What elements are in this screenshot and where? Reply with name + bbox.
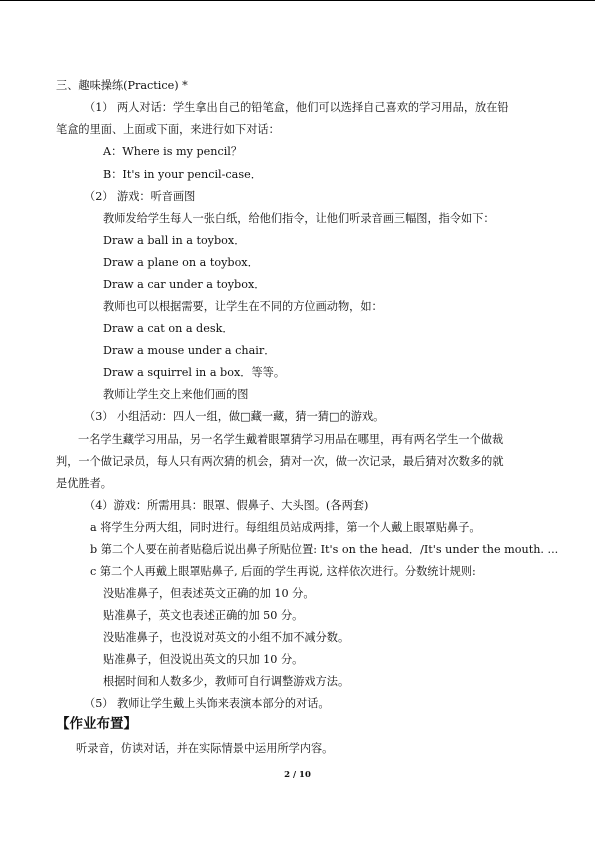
item-4-step-b: b 第二个人要在前者贴稳后说出鼻子所贴位置: It's on the head．/It's under the mouth. ... bbox=[90, 543, 559, 556]
homework-text: 听录音，仿读对话，并在实际情景中运用所学内容。 bbox=[76, 742, 334, 755]
scoring-rule-3: 没贴准鼻子，也没说对英文的小组不加不减分数。 bbox=[103, 631, 350, 644]
instruction-mouse: Draw a mouse under a chair． bbox=[103, 344, 276, 357]
item-4-heading: （4）游戏：所需用具：眼罩、假鼻子、大头图。(各两套) bbox=[84, 499, 369, 512]
scoring-rule-2: 贴准鼻子，英文也表述正确的加 50 分。 bbox=[103, 609, 304, 622]
page-number: 2 / 10 bbox=[284, 770, 311, 780]
item-3-para-line-2: 判，一个做记录员，每人只有两次猜的机会，猜对一次，做一次记录，最后猜对次数多的就 bbox=[56, 455, 504, 468]
item-3-heading: （3） 小组活动：四人一组，做□藏一藏，猜一猜□的游戏。 bbox=[84, 410, 385, 423]
item-2-closing: 教师让学生交上来他们画的图 bbox=[103, 388, 249, 401]
item-3-para-line-3: 是优胜者。 bbox=[56, 477, 112, 490]
item-5-heading: （5） 教师让学生戴上头饰来表演本部分的对话。 bbox=[84, 697, 330, 710]
scoring-rule-4: 贴准鼻子，但没说出英文的只加 10 分。 bbox=[103, 653, 304, 666]
item-4-note: 根据时间和人数多少，教师可自行调整游戏方法。 bbox=[103, 675, 350, 688]
instruction-plane: Draw a plane on a toybox． bbox=[103, 256, 259, 269]
instruction-cat: Draw a cat on a desk． bbox=[103, 322, 234, 335]
item-1-line-2: 笔盒的里面、上面或下面，来进行如下对话： bbox=[56, 123, 280, 136]
dialogue-line-a: A：Where is my pencil？ bbox=[103, 145, 243, 158]
item-2-note: 教师也可以根据需要，让学生在不同的方位画动物，如： bbox=[103, 300, 383, 313]
instruction-squirrel: Draw a squirrel in a box．等等。 bbox=[103, 366, 286, 379]
item-4-step-a: a 将学生分两大组，同时进行。每组组员站成两排，第一个人戴上眼罩贴鼻子。 bbox=[90, 521, 481, 534]
item-2-intro: 教师发给学生每人一张白纸，给他们指令，让他们听录音画三幅图，指令如下： bbox=[103, 212, 495, 225]
item-3-para-line-1: 一名学生藏学习用品，另一名学生戴着眼罩猜学习用品在哪里，再有两名学生一个做裁 bbox=[78, 433, 504, 446]
homework-heading: 【作业布置】 bbox=[56, 716, 137, 732]
item-4-step-c: c 第二个人再戴上眼罩贴鼻子, 后面的学生再说, 这样依次进行。分数统计规则: bbox=[90, 565, 476, 578]
scoring-rule-1: 没贴准鼻子，但表述英文正确的加 10 分。 bbox=[103, 587, 315, 600]
item-2-heading: （2） 游戏：听音画图 bbox=[84, 190, 196, 203]
item-1-line-1: （1） 两人对话：学生拿出自己的铅笔盒，他们可以选择自己喜欢的学习用品，放在铅 bbox=[84, 101, 509, 114]
section-heading-practice: 三、趣味操练(Practice) * bbox=[56, 79, 188, 92]
page-top-rule bbox=[0, 0, 595, 1]
instruction-car: Draw a car under a toybox． bbox=[103, 278, 266, 291]
dialogue-line-b: B：It's in your pencil-case． bbox=[103, 168, 262, 181]
instruction-ball: Draw a ball in a toybox． bbox=[103, 234, 246, 247]
